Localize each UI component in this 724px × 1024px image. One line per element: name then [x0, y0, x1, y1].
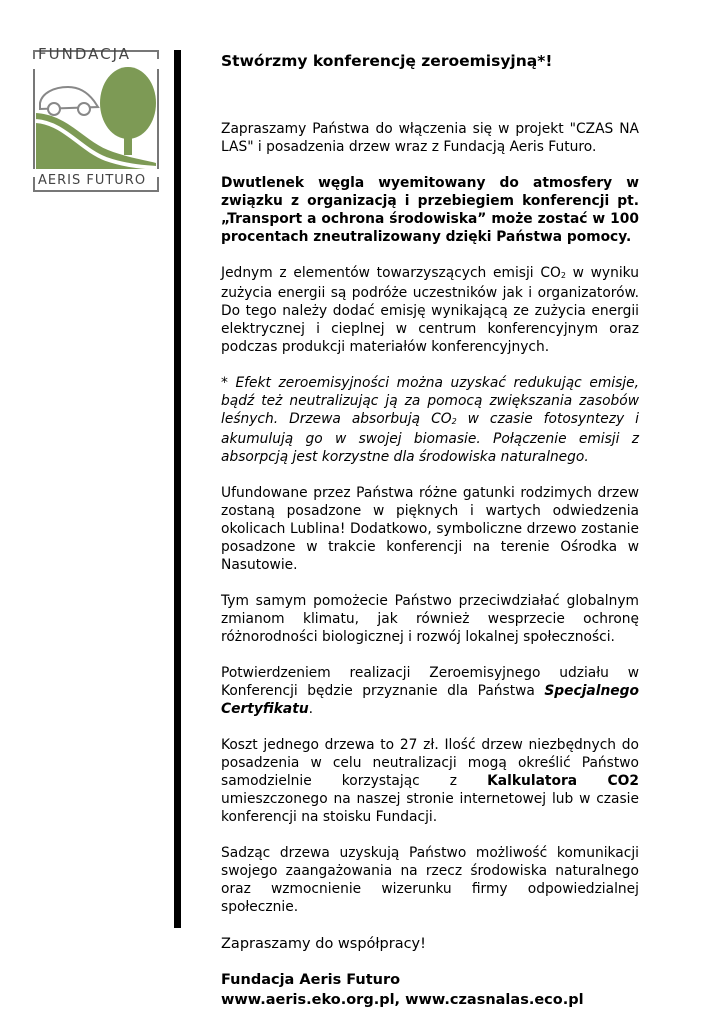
foundation-logo	[28, 45, 164, 195]
footnote-text-a: * Efekt zeroemisyjności można uzyskać redukując emisje, bądź też neutralizując ją za pomocą zwiększania zasobów leśnych. Drzewa absorbują CO	[221, 375, 639, 427]
letter-body	[221, 50, 639, 1010]
certificate-emphasis: Specjalnego Certyfikatu	[221, 683, 639, 717]
sources-subscript: 2	[560, 271, 566, 280]
certificate-text-a: Potwierdzeniem realizacji Zeroemisyjnego udziału w Konferencji będzie przyznanie dla Państwa	[221, 665, 639, 699]
benefits-paragraph: Sadząc drzewa uzyskują Państwo możliwość komunikacji swojego zaangażowania na rzecz środowiska naturalnego oraz wzmocnienie wizerunku firmy odpowiedzialnej społecznie.	[221, 845, 639, 915]
climate-paragraph: Tym samym pomożecie Państwo przeciwdziałać globalnym zmianom klimatu, jak również wesprzecie ochronę różnorodności biologicznej i rozwój lokalnej społeczności.	[221, 593, 639, 645]
intro-paragraph: Zapraszamy Państwa do włączenia się w projekt "CZAS NA LAS" i posadzenia drzew wraz z Fundacją Aeris Futuro.	[221, 121, 639, 155]
cost-text-b: umieszczonego na naszej stronie internetowej lub w czasie konferencji na stoisku Fundacji.	[221, 791, 639, 825]
page-title: Stwórzmy konferencję zeroemisyjną*!	[221, 52, 553, 70]
sources-text-a: Jednym z elementów towarzyszących emisji CO	[221, 265, 561, 281]
certificate-paragraph	[221, 664, 639, 718]
sources-text-b: w wyniku zużycia energii są podróże uczestników jak i organizatorów. Do tego należy dodać emisję wynikającą ze zużycia energii elektrycznej i cieplnej w centrum konferencyjnym oraz podczas produkcji materiałów konferencyjnych.	[221, 265, 639, 355]
certificate-text-b: .	[308, 701, 314, 717]
cost-paragraph	[221, 736, 639, 826]
trees-paragraph: Ufundowane przez Państwa różne gatunki rodzimych drzew zostaną posadzone w pięknych i wartych odwiedzenia okolicach Lublina! Dodatkowo, symboliczne drzewo zostanie posadzone w trakcie konferencji na terenie Ośrodka w Nasutowie.	[221, 485, 639, 573]
logo-top-text: FUNDACJA	[38, 45, 132, 63]
invite-line: Zapraszamy do współpracy!	[221, 936, 426, 952]
emission-paragraph: Dwutlenek węgla wyemitowany do atmosfery w związku z organizacją i przebiegiem konferencji pt. „Transport a ochrona środowiska” może zostać w 100 procentach zneutralizowany dzięki Państwa pomocy.	[221, 175, 639, 245]
logo-bottom-text: AERIS FUTURO	[38, 173, 147, 188]
calculator-name: Kalkulatora CO2	[487, 773, 639, 789]
sources-paragraph	[221, 264, 639, 356]
vertical-divider	[174, 50, 181, 928]
cost-text-a: Koszt jednego drzewa to 27 zł. Ilość drzew niezbędnych do posadzenia w celu neutralizacji mogą określić Państwo samodzielnie korzystając z	[221, 737, 639, 789]
footnote-paragraph	[221, 374, 639, 466]
signature-name: Fundacja Aeris Futuro	[221, 972, 401, 988]
signature-urls: www.aeris.eko.org.pl, www.czasnalas.eco.pl	[221, 992, 584, 1008]
footnote-text-b: w czasie fotosyntezy i akumulują go w swojej biomasie. Połączenie emisji z absorpcją jest korzystne dla środowiska naturalnego.	[221, 411, 639, 465]
footnote-subscript: 2	[451, 417, 457, 426]
